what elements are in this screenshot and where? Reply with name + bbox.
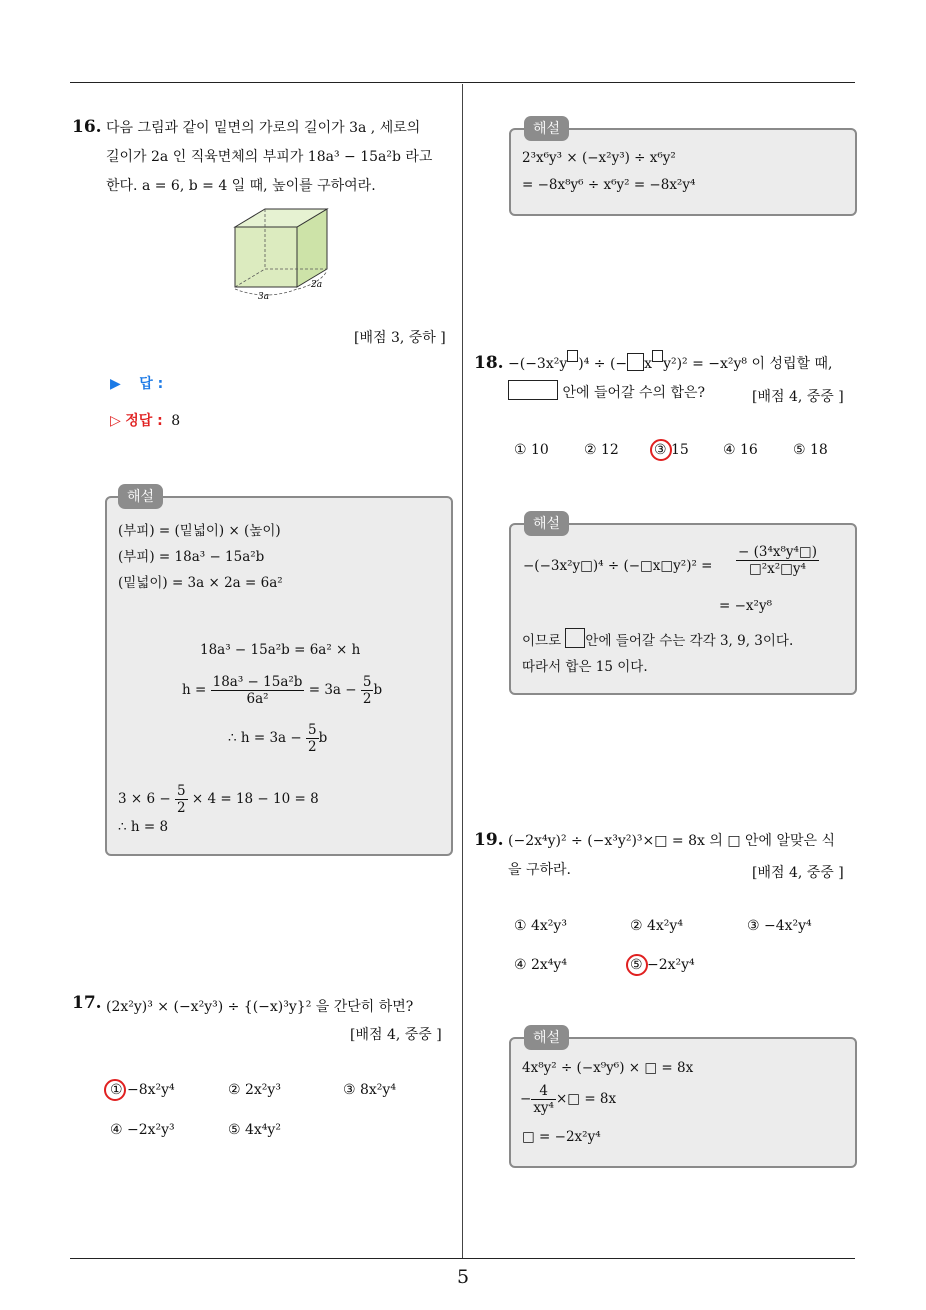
q17-option-3[interactable]: ③ 8x²y⁴ [343,1082,396,1098]
q18-option-5[interactable]: ⑤ 18 [793,442,828,458]
q16-answer-row [110,373,163,393]
q18-line2 [508,379,705,408]
calc-fden: 2 [176,800,186,816]
therefore1-pre: ∴ h = 3a − [228,730,302,746]
calc-tail: × 4 = 18 − 10 = 8 [191,791,319,807]
q19-sol-line2-pre: − [520,1091,532,1107]
q19-solution-tag: 해설 [524,1025,569,1050]
q16-line3: 한다. a = 6, b = 4 일 때, 높이를 구하여라. [106,178,376,194]
answer-arrow-icon: ▶ [110,376,121,392]
q18-sol-den: □²x²□y⁴ [748,561,806,577]
top-rule [70,82,855,83]
calc-fraction [175,783,188,816]
h-fraction [211,674,305,707]
q19-sol-line1: 4x⁸y² ÷ (−x⁹y⁶) × □ = 8x [522,1060,694,1076]
q17-sol-line1: 2³x⁶y³ × (−x²y³) ÷ x⁶y² [522,150,676,166]
q18-sol-result: = −x²y⁸ [719,598,772,614]
q16-sol-line2: (부피) = 18a³ − 15a²b [118,549,265,565]
q18-sol-text1a: 이므로 [522,633,562,649]
q18-option-2[interactable]: ② 12 [584,442,619,458]
h-fden: 2 [362,691,372,707]
q18-sol-lhs: −(−3x²y□)⁴ ÷ (−□x□y²)² = [523,558,713,574]
q16-number: 16. [72,117,102,137]
h-mid: = 3a − [308,682,357,698]
q18-text-line2: 안에 들어갈 수의 합은? [562,385,706,401]
bottom-rule [70,1258,855,1259]
q16-sol-calc [118,783,319,816]
q19-sol-line2 [520,1083,616,1116]
blank-box-icon [567,350,578,362]
figure-label-width: 3a [258,292,270,302]
q16-sol-line3: (밑넓이) = 3a × 2a = 6a² [118,575,283,591]
q16-line2: 길이가 2a 인 직육면체의 부피가 18a³ − 15a²b 라고 [106,149,433,165]
q19-text-line2: 을 구하라. [508,862,571,878]
q19-sol-line2-tail: ×□ = 8x [555,1091,617,1107]
q19-option-4[interactable]: ④ 2x⁴y⁴ [514,957,567,973]
therefore1-fnum: 5 [308,722,317,738]
blank-box-icon [652,350,663,362]
therefore1-fraction [306,722,319,755]
q16-sol-h-eq [182,674,382,707]
q18-option-3[interactable]: ③ 15 [654,442,689,458]
q19-text: (−2x⁴y)² ÷ (−x³y²)³×□ = 8x 의 □ 안에 알맞은 식 [508,833,836,849]
cuboid-figure [225,205,345,305]
q17-option-5[interactable]: ⑤ 4x⁴y² [228,1122,281,1138]
q19-number: 19. [474,830,504,850]
q17-option-4[interactable]: ④ −2x²y³ [110,1122,175,1138]
q19-option-5[interactable]: ⑤ −2x²y⁴ [630,957,695,973]
q19-option-3[interactable]: ③ −4x²y⁴ [747,918,812,934]
q18-sol-text1b: 안에 들어갈 수는 각각 3, 9, 3이다. [585,633,794,649]
q19-meta: [배점 4, 중중 ] [752,865,844,881]
h-num: 18a³ − 15a²b [212,674,303,690]
h-lhs: h = [182,682,207,698]
q18-sol-text2: 따라서 합은 15 이다. [522,659,648,675]
correct-arrow-icon: ▷ [110,413,121,429]
q19-sol-frac [531,1083,556,1116]
q16-sol-eq1: 18a³ − 15a²b = 6a² × h [200,642,361,658]
q16-sol-therefore1 [228,722,327,755]
q18-option-4[interactable]: ④ 16 [723,442,758,458]
q16-text [106,114,456,201]
q16-sol-final: ∴ h = 8 [118,819,169,835]
q17-option-2[interactable]: ② 2x²y³ [228,1082,281,1098]
therefore1-tail: b [318,730,328,746]
q16-correct-row [110,410,180,430]
q18-sol-fraction [736,544,819,577]
q18-text-d: y²)² = −x²y⁸ 이 성립할 때, [663,356,833,372]
q18-text-c: x [644,356,653,372]
column-divider [462,84,463,1258]
correct-value: 8 [171,413,181,429]
q18-correct-mark [650,439,672,461]
q17-option-1[interactable]: ① −8x²y⁴ [110,1082,175,1098]
therefore1-fden: 2 [308,739,317,755]
blank-box-icon [508,380,558,400]
q16-sol-line1: (부피) = (밑넓이) × (높이) [118,523,281,539]
q16-meta: [배점 3, 중하 ] [354,330,446,346]
q19-sol-den: xy⁴ [533,1100,554,1116]
h-fnum: 5 [362,674,372,690]
answer-label: 답 : [139,376,164,392]
q18-number: 18. [474,353,504,373]
blank-box-icon [565,628,585,648]
q17-sol-line2: = −8x⁸y⁶ ÷ x⁶y² = −8x²y⁴ [522,177,696,193]
q18-option-1[interactable]: ① 10 [514,442,549,458]
q18-text-b: )⁴ ÷ (− [578,356,628,372]
figure-label-depth: 2a [311,280,323,290]
q18-line1 [508,350,832,379]
q16-line1: 다음 그림과 같이 밑면의 가로의 길이가 3a , 세로의 [106,120,421,136]
q19-sol-num: 4 [531,1083,556,1100]
q18-sol-num: − (3⁴x⁸y⁴□) [738,544,817,560]
calc-pre: 3 × 6 − [118,791,171,807]
q17-correct-mark [104,1079,126,1101]
q18-sol-text1 [522,628,793,649]
q17-solution-box [509,128,857,216]
q19-correct-mark [626,954,648,976]
q17-text: (2x²y)³ × (−x²y³) ÷ {(−x)³y}² 을 간단히 하면? [106,999,414,1015]
q19-sol-line3: □ = −2x²y⁴ [522,1129,601,1145]
q19-option-1[interactable]: ① 4x²y³ [514,918,567,934]
q19-option-2[interactable]: ② 4x²y⁴ [630,918,683,934]
h-tail: b [373,682,383,698]
correct-label: 정답 : [125,413,163,429]
q18-text-a: −(−3x²y [508,356,568,372]
q17-meta: [배점 4, 중중 ] [350,1027,442,1043]
q18-solution-tag: 해설 [524,511,569,536]
q18-sol-frac [736,544,819,577]
calc-fnum: 5 [176,783,186,799]
h-den: 6a² [246,691,269,707]
h-small-fraction [361,674,374,707]
q16-solution-tag: 해설 [118,484,163,509]
q17-number: 17. [72,993,102,1013]
blank-box-icon [627,353,644,371]
q18-meta: [배점 4, 중중 ] [752,389,844,405]
page-number: 5 [456,1266,470,1288]
q17-solution-tag: 해설 [524,116,569,141]
